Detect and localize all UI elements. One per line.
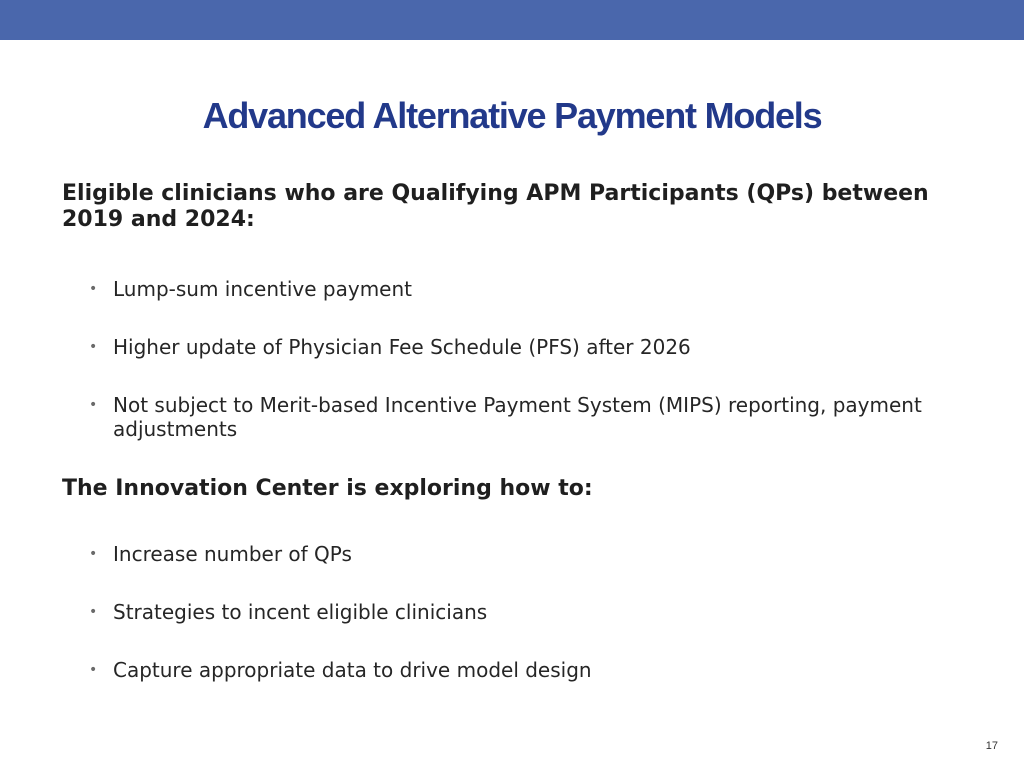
bullet-item (89, 393, 969, 441)
bullet-text: Higher update of Physician Fee Schedule (PFS) after 2026 (113, 335, 691, 359)
bullet-text: Capture appropriate data to drive model design (113, 658, 592, 682)
bullet-dot-icon: • (89, 604, 98, 620)
bullet-text: Strategies to incent eligible clinicians (113, 600, 488, 624)
bullet-dot-icon: • (89, 281, 98, 297)
bullet-dot-icon: • (89, 662, 98, 678)
bullet-text: Lump-sum incentive payment (113, 277, 412, 301)
bullet-item (89, 335, 969, 359)
section-heading-innovation-center: The Innovation Center is exploring how to: (62, 476, 593, 501)
section-heading-qps: Eligible clinicians who are Qualifying APM Participants (QPs) between 2019 and 2024: (62, 181, 929, 232)
bullet-item (89, 600, 969, 624)
header-bar (0, 0, 1024, 40)
bullet-text: Increase number of QPs (113, 542, 352, 566)
bullet-dot-icon: • (89, 339, 98, 355)
slide-title: Advanced Alternative Payment Models (202, 95, 822, 136)
bullet-item (89, 277, 969, 301)
bullet-item (89, 658, 969, 682)
bullet-dot-icon: • (89, 546, 98, 562)
bullet-text: Not subject to Merit-based Incentive Payment System (MIPS) reporting, payment adjustments (113, 393, 922, 441)
bullet-dot-icon: • (89, 397, 98, 413)
page-number: 17 (985, 740, 998, 752)
bullet-item (89, 542, 969, 566)
